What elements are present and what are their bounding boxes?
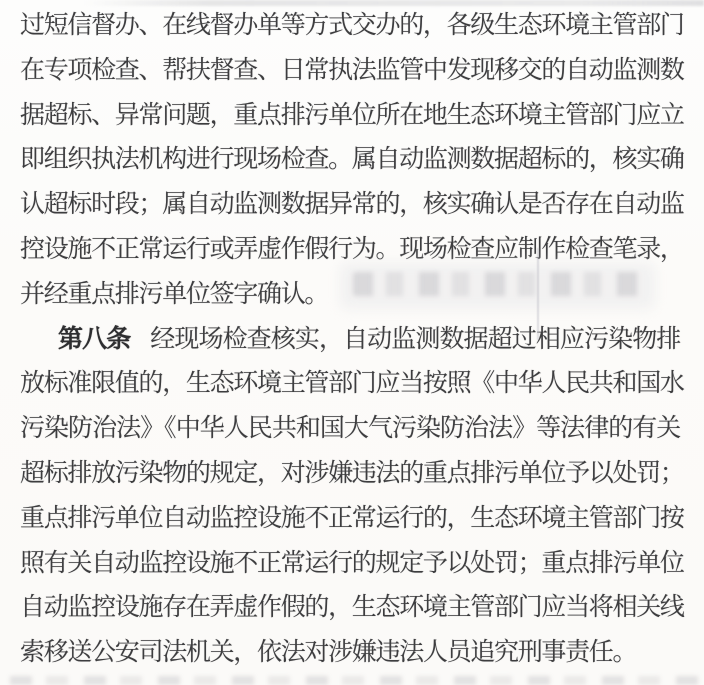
article-number-label: 第八条 (58, 325, 131, 353)
text-line: 认超标时段；属自动监测数据异常的，核实确认是否存在自动监 (20, 191, 684, 219)
paragraph-2-article-8 (20, 318, 684, 676)
document-text-block (20, 4, 684, 676)
text-line: 重点排污单位自动监控设施不正常运行的，生态环境主管部门按 (20, 504, 684, 532)
text-line: 控设施不正常运行或弄虚作假行为。现场检查应制作检查笔录， (20, 235, 684, 263)
text-line: 污染防治法》《中华人民共和国大气污染防治法》等法律的有关 (20, 415, 680, 443)
bleedthrough-ghost-text (353, 272, 641, 296)
text-line: 并经重点排污单位签字确认。 (20, 280, 329, 308)
text-line-article-heading (20, 318, 680, 363)
text-line: 自动监控设施存在弄虚作假的，生态环境主管部门应当将相关线 (20, 594, 684, 622)
cutoff-next-line-ghost (10, 676, 698, 685)
text-line: 在专项检查、帮扶督查、日常执法监管中发现移交的自动监测数 (20, 56, 684, 84)
text-line: 据超标、异常问题，重点排污单位所在地生态环境主管部门应立 (20, 101, 684, 129)
text-line: 照有关自动监控设施不正常运行的规定予以处罚；重点排污单位 (20, 549, 684, 577)
text-line: 过短信督办、在线督办单等方式交办的，各级生态环境主管部门 (20, 12, 684, 39)
text-line: 即组织执法机构进行现场检查。属自动监测数据超标的，核实确 (20, 146, 684, 174)
text-line: 索移送公安司法机关，依法对涉嫌违法人员追究刑事责任。 (20, 639, 637, 667)
text-line: 放标准限值的，生态环境主管部门应当按照《中华人民共和国水 (20, 370, 684, 398)
scan-crease-line (537, 248, 539, 340)
article-first-line-text: 经现场检查核实，自动监测数据超过相应污染物排 (150, 325, 680, 353)
text-line: 超标排放污染物的规定，对涉嫌违法的重点排污单位予以处罚； (20, 459, 684, 487)
